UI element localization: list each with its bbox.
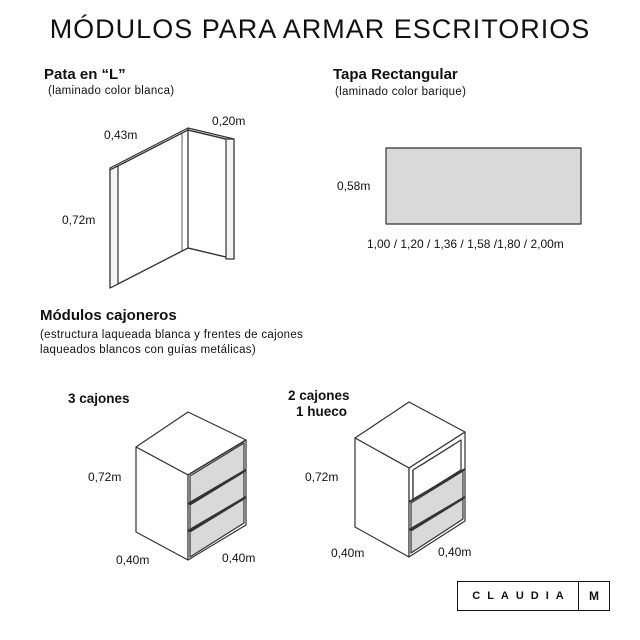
tres-dim-height: 0,72m: [88, 470, 122, 484]
dos-dim-depth: 0,40m: [331, 546, 365, 560]
pata-dim-width: 0,20m: [212, 114, 246, 128]
logo-mark: M: [589, 589, 599, 603]
pata-en-l-drawing: [110, 128, 234, 288]
tapa-rect: [386, 148, 581, 224]
cajoneros-heading: Módulos cajoneros: [40, 307, 177, 324]
tapa-note: (laminado color barique): [335, 86, 467, 98]
pata-dim-height: 0,72m: [62, 213, 96, 227]
tapa-heading: Tapa Rectangular: [333, 66, 458, 83]
dos-dim-height: 0,72m: [305, 470, 339, 484]
cajoneros-note-line1: (estructura laqueada blanca y frentes de cajones: [40, 329, 304, 341]
dos-cajones-drawing: [355, 402, 465, 557]
pata-note: (laminado color blanca): [48, 85, 175, 97]
pata-heading: Pata en “L”: [44, 66, 126, 83]
tres-cajones-label: 3 cajones: [68, 391, 130, 406]
dos-cajones-label-line2: 1 hueco: [296, 404, 348, 419]
dos-dim-width: 0,40m: [438, 545, 472, 559]
logo-name: CLAUDIA: [458, 582, 579, 610]
tapa-dim-lengths: 1,00 / 1,20 / 1,36 / 1,58 /1,80 / 2,00m: [367, 237, 564, 251]
pata-dim-depth: 0,43m: [104, 128, 138, 142]
tres-dim-depth: 0,40m: [116, 553, 150, 567]
tres-dim-width: 0,40m: [222, 551, 256, 565]
cajoneros-note-line2: laqueados blancos con guías metálicas): [40, 344, 256, 356]
tres-cajones-drawing: [136, 412, 246, 560]
dos-cajones-label-line1: 2 cajones: [288, 388, 350, 403]
tapa-dim-height: 0,58m: [337, 179, 371, 193]
page-title: MÓDULOS PARA ARMAR ESCRITORIOS: [49, 14, 591, 44]
claudia-logo: [457, 581, 610, 611]
